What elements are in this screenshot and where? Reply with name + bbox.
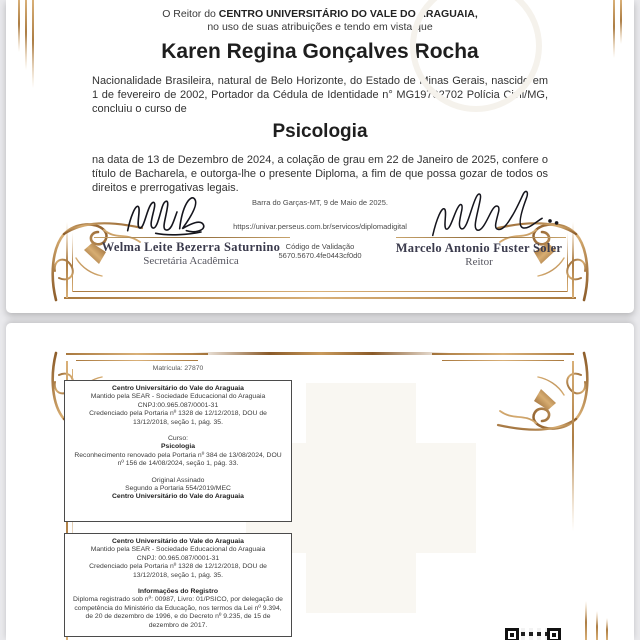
gold-center-flourish-line [192,352,450,355]
original-signed-line: Original Assinado [151,476,205,484]
cnpj-text: CNPJ:00.965.087/0001-31 [137,401,219,409]
gold-border-line [18,0,20,52]
institution-name: CENTRO UNIVERSITÁRIO DO VALE DO ARAGUAIA, [218,8,478,20]
maintainer-text: Mantido pela SEAR - Sociedade Educacional do Araguaia [90,546,266,554]
student-name: Karen Regina Gonçalves Rocha [161,40,479,63]
preamble-prefix: O Reitor do [162,8,219,20]
gold-border-line [620,0,622,44]
gold-border-line [606,618,608,640]
spacer [72,427,284,435]
registry-info-box [64,533,292,637]
place-date: Barra do Garças-MT, 9 de Maio de 2025. [252,198,388,207]
recognition-text: Reconhecimento renovado pela Portaria nº 384 de 13/08/2024, DOU nº 156 de 14/08/2024, seção 1, pág. 33. [74,451,282,468]
gold-border-line [572,361,574,531]
institution-course-box [64,380,292,522]
qr-finder-pattern [505,628,519,640]
registry-text: Diploma registrado sob nº: 00987, Livro: 01/PSICO, por delegação de competência do Ministério da Educação, nos termos da Lei nº 9.394, de 20 de dezembro de 1996, e do Decreto nº 9.235, de 15 de dezembro de 2017. [73,596,283,629]
body-paragraph-2: na data de 13 de Dezembro de 2024, a colação de grau em 22 de Janeiro de 2025, confere o título de Bacharela, e outorga-lhe o presente Diploma, a fim de que possa gozar de todos os direitos e prerrogativas legais. [92,154,548,194]
body-paragraph-1: Nacionalidade Brasileira, natural de Belo Horizonte, do Estado de Minas Gerais, nascido em 1 de fevereiro de 2002, Portador da Cédula de Identidade n° MG19702702 Polícia Civil/MG, concluiu o curso de [92,75,548,115]
signature-rule [396,237,566,238]
signature-block-right [374,241,584,268]
secretary-name: Welma Leite Bezerra Saturnino [101,240,281,254]
portaria-line: Segundo a Portaria 554/2019/MEC [125,485,231,493]
secretary-signature-icon [84,192,274,242]
accreditation-text: Credenciado pela Portaria nº 1328 de 12/12/2018, DOU de 13/12/2018, seção 1, pág. 35. [89,563,267,579]
validation-code-label: Código de Validação [285,242,355,251]
preamble-line-2: no uso de suas atribuições e tendo em vista que [207,21,433,33]
registry-title: Informações do Registro [137,588,219,596]
signature-rule [94,237,290,238]
signature-block-left [86,240,296,267]
cnpj-text: CNPJ: 00.965.087/0001-31 [136,554,220,562]
spacer [72,580,284,588]
course-title: Psicologia [272,121,368,142]
course-label: Curso: [167,435,189,443]
secretary-role: Secretária Acadêmica [143,255,239,267]
gold-corner-ornament-icon [494,347,594,437]
rector-signature-icon [394,188,594,244]
gold-border-line [25,0,27,70]
validation-code: 5670.5670.4fe0443cf0d0 [278,251,362,260]
institution-name: Centro Universitário do Vale do Araguaia [112,538,244,545]
gold-border-line [613,0,615,58]
maintainer-text: Mantido pela SEAR - Sociedade Educacional do Araguaia [90,393,266,401]
gold-border-line [585,601,587,640]
institution-name: Centro Universitário do Vale do Araguaia [112,385,244,392]
spacer [72,469,284,477]
diploma-front-page [6,0,634,313]
rector-role: Reitor [465,256,493,268]
qr-code-icon [505,628,561,640]
gold-border-line [32,0,34,88]
gold-border-line [596,611,598,640]
institution-name: Centro Universitário do Vale do Araguaia [112,493,244,501]
rector-name: Marcelo Antonio Fuster Soler [395,241,563,255]
accreditation-text: Credenciado pela Portaria nº 1328 de 12/12/2018, DOU de 13/12/2018, seção 1, pág. 35. [89,410,267,426]
matricula-number: Matrícula: 27870 [152,365,204,372]
qr-finder-pattern [547,628,561,640]
validation-url-link[interactable]: https://univar.perseus.com.br/servicos/diplomadigital [233,222,407,231]
course-name: Psicologia [161,443,195,451]
diploma-back-page [6,323,634,640]
